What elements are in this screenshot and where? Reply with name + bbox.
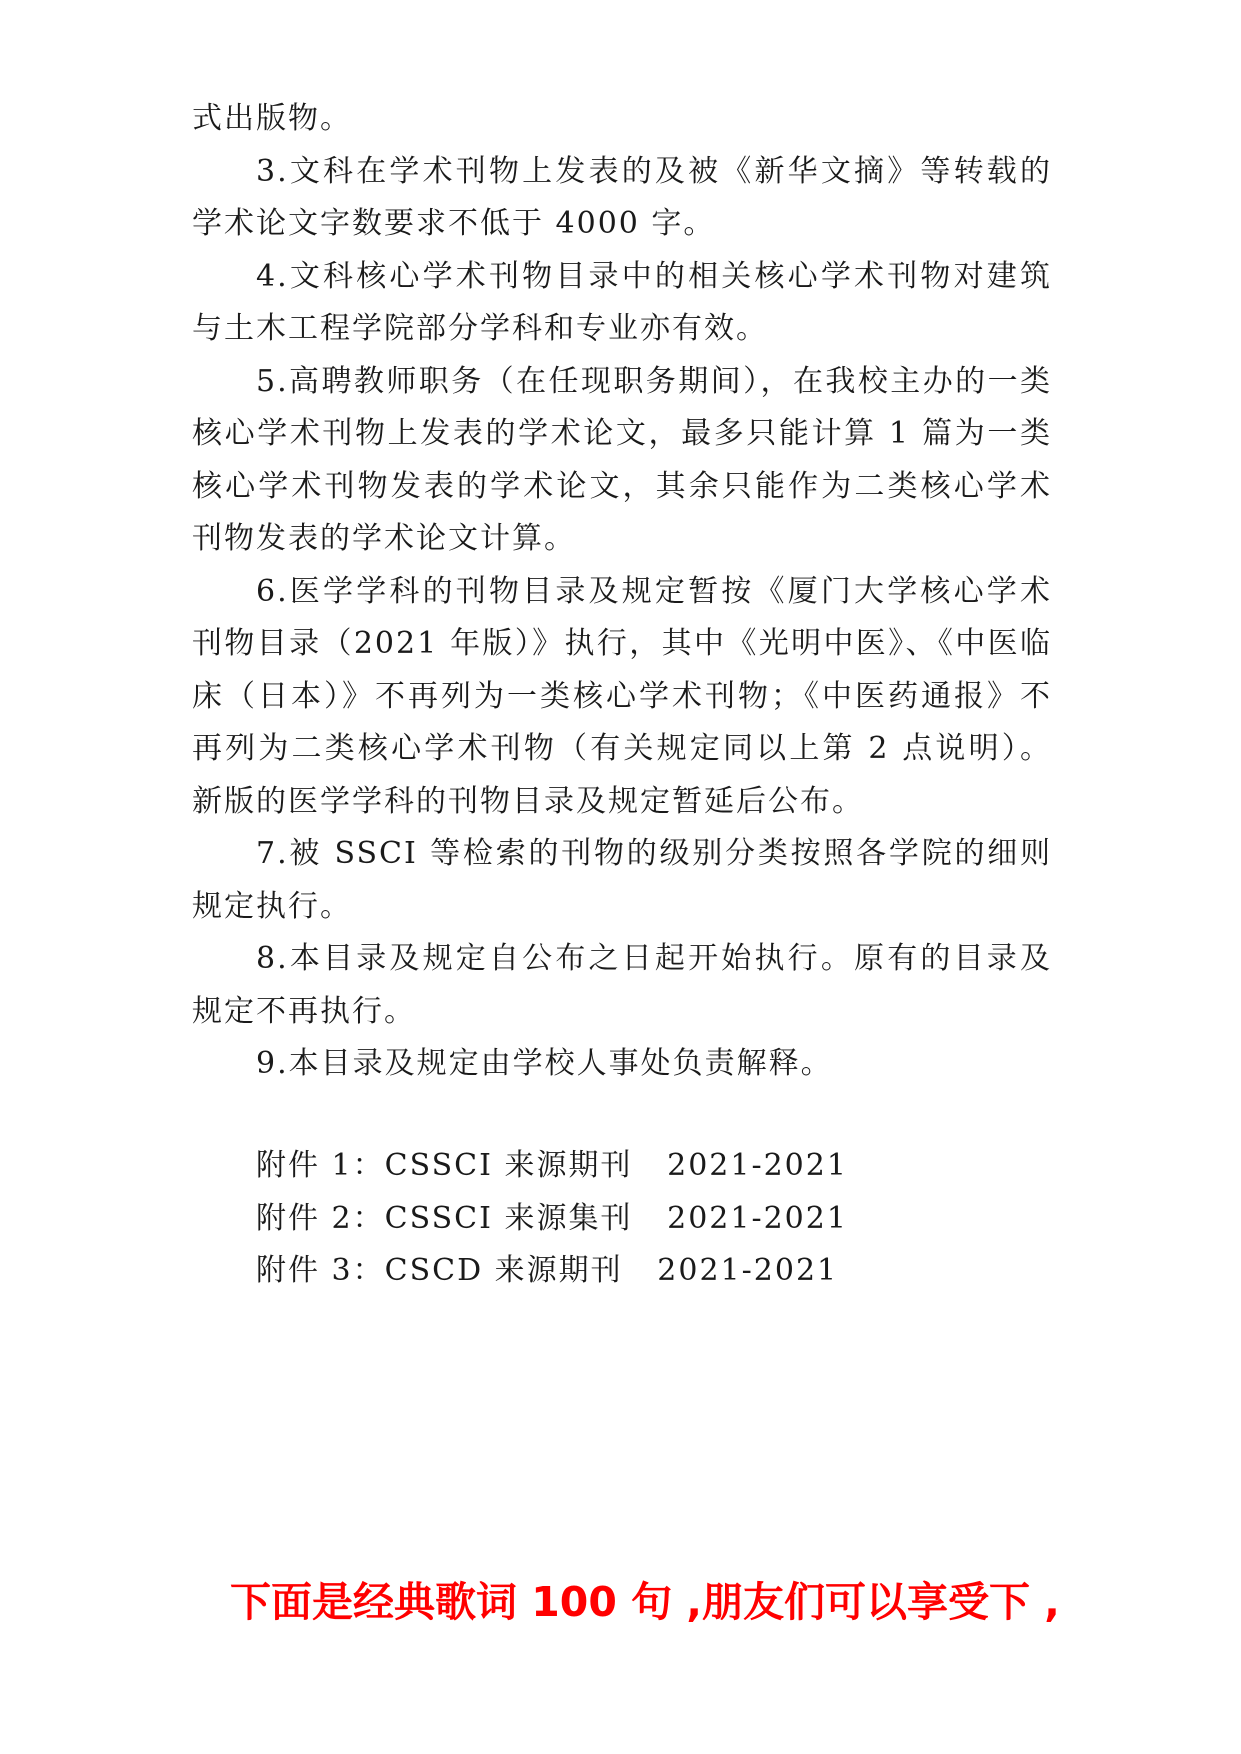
paragraph-item-3: 3.文科在学术刊物上发表的及被《新华文摘》等转载的学术论文字数要求不低于 4000 字。 [192,153,1052,241]
paragraph-item-7: 7.被 SSCI 等检索的刊物的级别分类按照各学院的细则规定执行。 [192,836,1052,924]
paragraph-item-6: 6.医学学科的刊物目录及规定暂按《厦门大学核心学术刊物目录（2021 年版）》执行，其中《光明中医》、《中医临床（日本）》不再列为一类核心学术刊物；《中医药通报》不再列为二类核心学术刊物（有关规定同以上第 2 点说明）。新版的医学学科的刊物目录及规定暂延后公布。 [192,573,1052,819]
attachment-1: 附件 1：CSSCI 来源期刊 2021-2021 [256,1148,848,1183]
paragraph-continuation: 式出版物。 [192,101,352,136]
attachments-list [256,1140,1036,1298]
document-body [192,93,1052,1091]
paragraph-item-5: 5.高聘教师职务（在任现职务期间），在我校主办的一类核心学术刊物上发表的学术论文，最多只能计算 1 篇为一类核心学术刊物发表的学术论文，其余只能作为二类核心学术刊物发表的学术论文计算。 [192,363,1052,556]
attachment-2: 附件 2：CSSCI 来源集刊 2021-2021 [256,1200,848,1236]
paragraph-item-8: 8.本目录及规定自公布之日起开始执行。原有的目录及规定不再执行。 [192,941,1052,1029]
paragraph-item-4: 4.文科核心学术刊物目录中的相关核心学术刊物对建筑与土木工程学院部分学科和专业亦有效。 [192,258,1052,346]
footer-banner: 下面是经典歌词 100 句 ,朋友们可以享受下 , [230,1578,1060,1626]
attachment-3: 附件 3：CSCD 来源期刊 2021-2021 [256,1253,839,1288]
paragraph-item-9: 9.本目录及规定由学校人事处负责解释。 [256,1046,833,1081]
